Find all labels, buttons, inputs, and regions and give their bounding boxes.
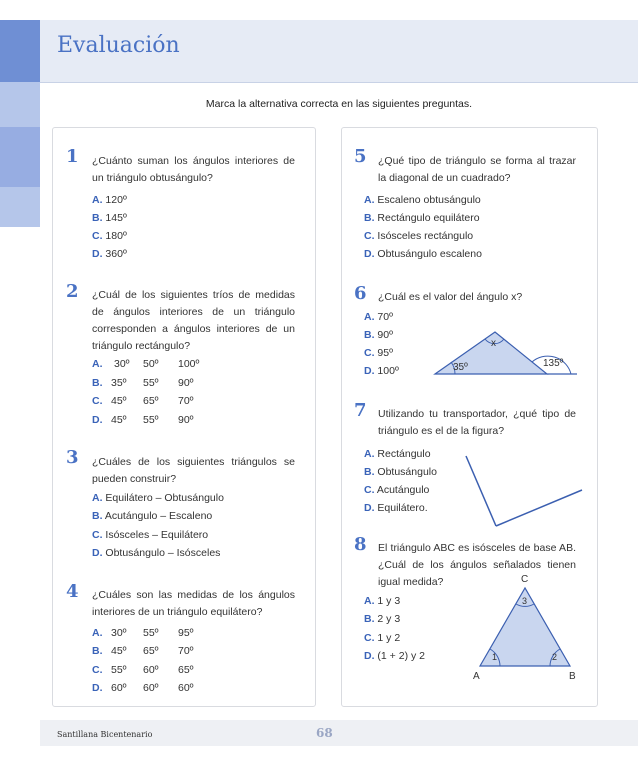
option-value: 65º [178, 664, 194, 676]
option-a[interactable] [92, 490, 224, 507]
option-text: 360º [105, 248, 127, 260]
option-b[interactable] [364, 611, 400, 628]
angle-ray-lower [496, 490, 582, 526]
option-text: Isósceles – Equilátero [105, 529, 209, 541]
question-number: 4 [66, 581, 79, 602]
option-c[interactable] [364, 630, 400, 647]
angle-label-1: 1 [492, 652, 498, 662]
option-b[interactable] [92, 508, 212, 525]
option-value: 100º [178, 358, 200, 370]
option-a[interactable] [92, 356, 200, 373]
option-letter: D. [364, 365, 375, 377]
option-letter: B. [92, 212, 103, 224]
option-c[interactable] [364, 228, 473, 245]
option-text: Isósceles rectángulo [377, 230, 474, 242]
option-a[interactable] [92, 192, 127, 209]
option-text: 1 y 2 [377, 632, 401, 644]
angle-label-left: 35º [453, 362, 468, 373]
question-text: El triángulo ABC es isósceles de base AB. ¿Cuál de los ángulos señalados tienen igual medida? [378, 542, 576, 588]
option-letter: A. [364, 595, 375, 607]
option-value: 55º [143, 377, 159, 389]
question-number: 6 [354, 283, 367, 304]
question-number: 5 [354, 146, 367, 167]
option-text: Equilátero. [377, 502, 428, 514]
option-text: (1 + 2) y 2 [377, 650, 425, 662]
option-a[interactable] [364, 593, 400, 610]
option-text: Escaleno obtusángulo [377, 194, 481, 206]
angle-label-2: 2 [552, 652, 558, 662]
option-value: 30º [111, 627, 127, 639]
option-value: 55º [143, 627, 159, 639]
question-number: 8 [354, 534, 367, 555]
page-title: Evaluación [57, 33, 180, 58]
option-d[interactable] [92, 412, 194, 429]
option-value: 55º [111, 664, 127, 676]
vertex-label-a: A [473, 671, 480, 682]
option-d[interactable] [92, 246, 127, 263]
option-letter: B. [92, 645, 103, 657]
option-letter: A. [92, 492, 103, 504]
angle-triangle-figure [425, 322, 585, 378]
isosceles-triangle-figure [465, 572, 585, 684]
instruction-text: Marca la alternativa correcta en las siguientes preguntas. [205, 98, 473, 110]
option-c[interactable] [364, 345, 393, 362]
option-b[interactable] [92, 375, 194, 392]
option-text: Rectángulo equilátero [377, 212, 480, 224]
option-text: Obtusángulo [377, 466, 437, 478]
option-value: 60º [178, 682, 194, 694]
angle-label-x: x [491, 338, 496, 349]
question-text: ¿Cuál es el valor del ángulo x? [378, 291, 523, 303]
option-text: Obtusángulo escaleno [377, 248, 482, 260]
option-letter: D. [92, 414, 103, 426]
option-value: 55º [143, 414, 159, 426]
option-value: 30º [114, 358, 130, 370]
option-letter: C. [364, 484, 375, 496]
option-letter: D. [364, 650, 375, 662]
option-text: 70º [377, 311, 393, 323]
option-letter: B. [92, 377, 103, 389]
option-letter: B. [364, 212, 375, 224]
option-letter: B. [92, 510, 103, 522]
option-letter: C. [364, 632, 375, 644]
option-c[interactable] [92, 662, 194, 679]
option-value: 70º [178, 645, 194, 657]
option-letter: B. [364, 613, 375, 625]
option-d[interactable] [364, 500, 428, 517]
option-b[interactable] [92, 210, 127, 227]
option-text: Obtusángulo – Isósceles [105, 547, 221, 559]
vertex-label-c: C [521, 574, 529, 585]
angle-label-3: 3 [522, 596, 528, 606]
question-number: 2 [66, 281, 79, 302]
option-letter: C. [92, 529, 103, 541]
option-value: 95º [178, 627, 194, 639]
angle-figure [460, 448, 590, 532]
question-text: ¿Cuáles de los siguientes triángulos se pueden construir? [92, 456, 295, 485]
option-letter: C. [92, 230, 103, 242]
option-b[interactable] [364, 210, 480, 227]
sidebar-tab [0, 187, 40, 227]
question-number: 1 [66, 146, 79, 167]
question-number: 3 [66, 447, 79, 468]
option-c[interactable] [92, 527, 208, 544]
question-text: ¿Cuánto suman los ángulos interiores de un triángulo obtusángulo? [92, 155, 295, 184]
option-letter: C. [92, 664, 103, 676]
vertex-label-b: B [569, 671, 576, 682]
option-letter: D. [364, 502, 375, 514]
option-a[interactable] [364, 192, 481, 209]
option-letter: A. [92, 627, 103, 639]
angle-label-exterior: 135º [543, 358, 564, 369]
option-text: Rectángulo [377, 448, 431, 460]
option-d[interactable] [364, 648, 425, 665]
option-value: 60º [143, 682, 159, 694]
option-text: 145º [105, 212, 127, 224]
option-text: 180º [105, 230, 127, 242]
sidebar-tab [0, 20, 40, 82]
option-letter: A. [364, 311, 375, 323]
sidebar-tab [0, 127, 40, 187]
option-d[interactable] [364, 246, 482, 263]
publisher-name: Santillana Bicentenario [57, 730, 153, 739]
option-text: 2 y 3 [377, 613, 401, 625]
option-letter: D. [92, 248, 103, 260]
option-text: 120º [105, 194, 127, 206]
option-d[interactable] [364, 363, 399, 380]
option-letter: D. [364, 248, 375, 260]
option-letter: A. [364, 448, 375, 460]
option-b[interactable] [364, 327, 393, 344]
option-d[interactable] [92, 545, 220, 562]
option-text: 90º [377, 329, 393, 341]
header-divider [40, 82, 638, 83]
option-letter: A. [364, 194, 375, 206]
option-value: 65º [143, 645, 159, 657]
option-value: 60º [143, 664, 159, 676]
option-c[interactable] [92, 393, 194, 410]
option-letter: C. [364, 347, 375, 359]
option-c[interactable] [364, 482, 429, 499]
option-value: 60º [111, 682, 127, 694]
option-b[interactable] [92, 643, 194, 660]
option-letter: C. [92, 395, 103, 407]
question-number: 7 [354, 400, 367, 421]
option-value: 90º [178, 377, 194, 389]
option-value: 45º [111, 414, 127, 426]
page-number: 68 [316, 726, 333, 740]
option-text: 1 y 3 [377, 595, 401, 607]
angle-ray-upper [466, 456, 496, 526]
option-value: 90º [178, 414, 194, 426]
option-value: 65º [143, 395, 159, 407]
option-a[interactable] [92, 625, 194, 642]
option-c[interactable] [92, 228, 127, 245]
option-b[interactable] [364, 464, 437, 481]
question-text: ¿Cuáles son las medidas de los ángulos interiores de un triángulo equilátero? [92, 589, 295, 618]
option-d[interactable] [92, 680, 194, 697]
option-letter: B. [364, 329, 375, 341]
option-text: Acutángulo – Escaleno [104, 510, 213, 522]
option-text: 95º [377, 347, 393, 359]
option-a[interactable] [364, 309, 393, 326]
question-text: Utilizando tu transportador, ¿qué tipo de triángulo es el de la figura? [378, 408, 576, 437]
option-value: 35º [111, 377, 127, 389]
option-value: 45º [111, 645, 127, 657]
sidebar-tab [0, 82, 40, 127]
option-letter: C. [364, 230, 375, 242]
option-letter: B. [364, 466, 375, 478]
option-letter: A. [92, 358, 103, 370]
option-text: 100º [377, 365, 399, 377]
option-letter: D. [92, 682, 103, 694]
option-letter: D. [92, 547, 103, 559]
option-letter: A. [92, 194, 103, 206]
option-a[interactable] [364, 446, 431, 463]
option-text: Acutángulo [376, 484, 430, 496]
option-text: Equilátero – Obtusángulo [105, 492, 224, 504]
option-value: 50º [143, 358, 159, 370]
question-text: ¿Cuál de los siguientes tríos de medidas de ángulos interiores de un triángulo corresponden a ángulos interiores de un triángulo rectángulo? [92, 289, 295, 352]
question-text: ¿Qué tipo de triángulo se forma al trazar la diagonal de un cuadrado? [378, 155, 576, 184]
option-value: 70º [178, 395, 194, 407]
option-value: 45º [111, 395, 127, 407]
